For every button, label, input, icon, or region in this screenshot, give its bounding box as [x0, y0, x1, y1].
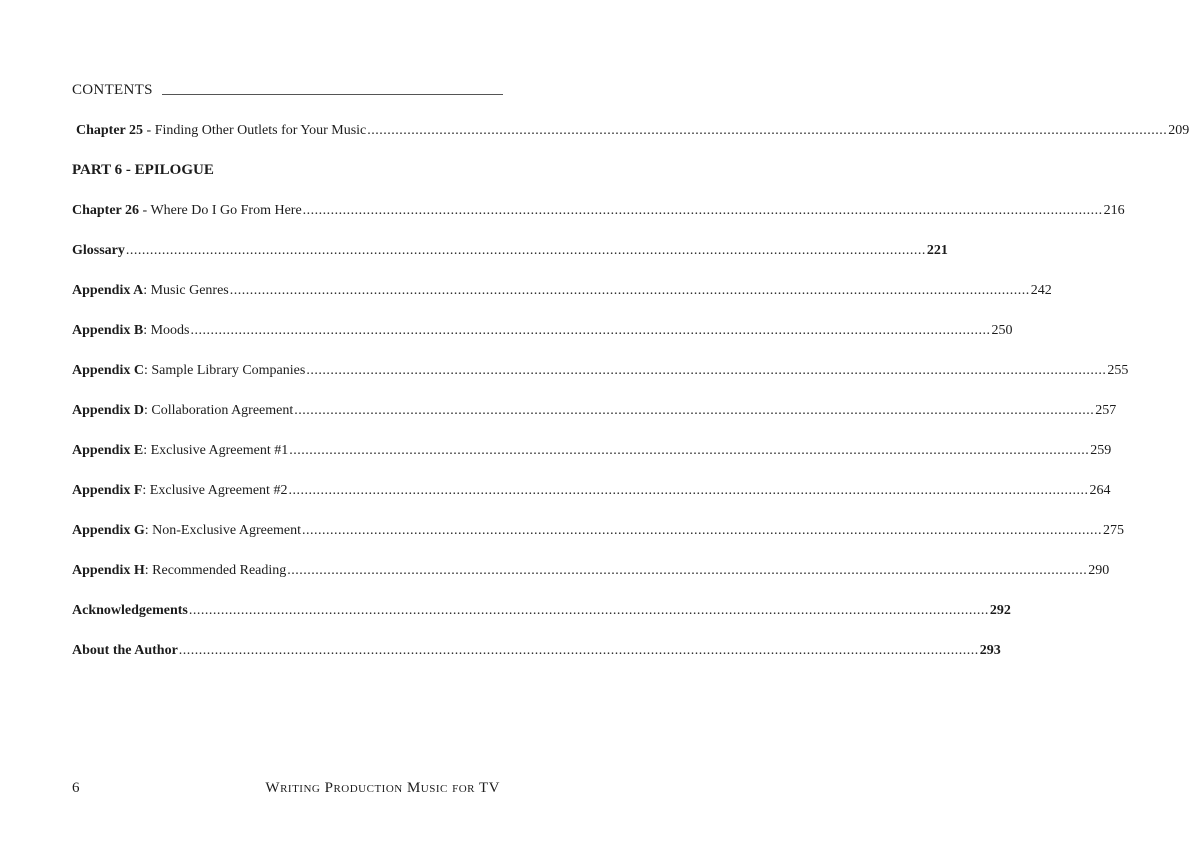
part-heading: PART 6 - EPILOGUE: [72, 162, 214, 178]
toc-entry-label: Chapter 25 - Finding Other Outlets for Your Music: [76, 123, 367, 138]
dot-leader: ........................................................................................................................................................................................................: [190, 323, 991, 338]
toc-entry-page: 221: [926, 243, 948, 258]
toc-entry-appendix-e[interactable]: [72, 442, 1112, 460]
toc-entry-page: 259: [1090, 443, 1112, 458]
contents-title: CONTENTS: [72, 82, 153, 98]
header-rule: [162, 94, 503, 95]
toc-entry-appendix-g[interactable]: [72, 522, 1125, 540]
toc-entry-page: 257: [1095, 403, 1117, 418]
toc-entry-appendix-c[interactable]: [72, 362, 1129, 380]
toc-entry-label: Appendix D: Collaboration Agreement: [72, 403, 294, 418]
toc-entry-chapter-25[interactable]: [76, 122, 1189, 140]
contents-header: [72, 81, 503, 99]
toc-entry-appendix-b[interactable]: [72, 322, 1013, 340]
toc-entry-appendix-a[interactable]: [72, 282, 1052, 300]
toc-entry-page: 209: [1168, 123, 1189, 138]
toc-entry-page: 290: [1088, 563, 1110, 578]
toc-entry-label: Appendix G: Non-Exclusive Agreement: [72, 523, 302, 538]
toc-entry-page: 255: [1107, 363, 1129, 378]
toc-entry-appendix-h[interactable]: [72, 562, 1110, 580]
toc-entry-label: About the Author: [72, 643, 178, 658]
footer-page-number: 6: [72, 780, 80, 796]
dot-leader: ........................................................................................................................................................................................................: [306, 363, 1107, 378]
toc-entry-appendix-f[interactable]: [72, 482, 1111, 500]
toc-entry-page: 292: [989, 603, 1011, 618]
toc-entry-label: Appendix C: Sample Library Companies: [72, 363, 306, 378]
dot-leader: ........................................................................................................................................................................................................: [178, 643, 979, 658]
dot-leader: ........................................................................................................................................................................................................: [287, 563, 1088, 578]
dot-leader: ........................................................................................................................................................................................................: [125, 243, 926, 258]
dot-leader: ........................................................................................................................................................................................................: [367, 123, 1168, 138]
toc-entry-page: 293: [979, 643, 1001, 658]
toc-entry-appendix-d[interactable]: [72, 402, 1117, 420]
dot-leader: ........................................................................................................................................................................................................: [188, 603, 989, 618]
toc-entry-label: Glossary: [72, 243, 125, 258]
toc-entry-chapter-26[interactable]: [72, 202, 1125, 220]
toc-entry-label: Chapter 26 - Where Do I Go From Here: [72, 203, 302, 218]
toc-entry-glossary[interactable]: [72, 242, 948, 260]
toc-entry-acknowledgements[interactable]: [72, 602, 1011, 620]
toc-entry-label: Acknowledgements: [72, 603, 188, 618]
footer-book-title: Writing Production Music for TV: [265, 780, 500, 796]
toc-entry-label: Appendix H: Recommended Reading: [72, 563, 287, 578]
dot-leader: ........................................................................................................................................................................................................: [294, 403, 1095, 418]
toc-entry-label: Appendix B: Moods: [72, 323, 190, 338]
dot-leader: ........................................................................................................................................................................................................: [289, 443, 1090, 458]
toc-entry-label: Appendix F: Exclusive Agreement #2: [72, 483, 288, 498]
toc-entry-label: Appendix A: Music Genres: [72, 283, 229, 298]
toc-entry-page: 264: [1089, 483, 1111, 498]
toc-entry-page: 275: [1103, 523, 1125, 538]
dot-leader: ........................................................................................................................................................................................................: [229, 283, 1030, 298]
toc-entry-page: 216: [1103, 203, 1125, 218]
dot-leader: ........................................................................................................................................................................................................: [302, 523, 1103, 538]
toc-entry-label: Appendix E: Exclusive Agreement #1: [72, 443, 289, 458]
dot-leader: ........................................................................................................................................................................................................: [302, 203, 1103, 218]
dot-leader: ........................................................................................................................................................................................................: [288, 483, 1089, 498]
toc-entry-page: 242: [1030, 283, 1052, 298]
toc-entry-about-the-author[interactable]: [72, 642, 1001, 660]
toc-entry-page: 250: [991, 323, 1013, 338]
